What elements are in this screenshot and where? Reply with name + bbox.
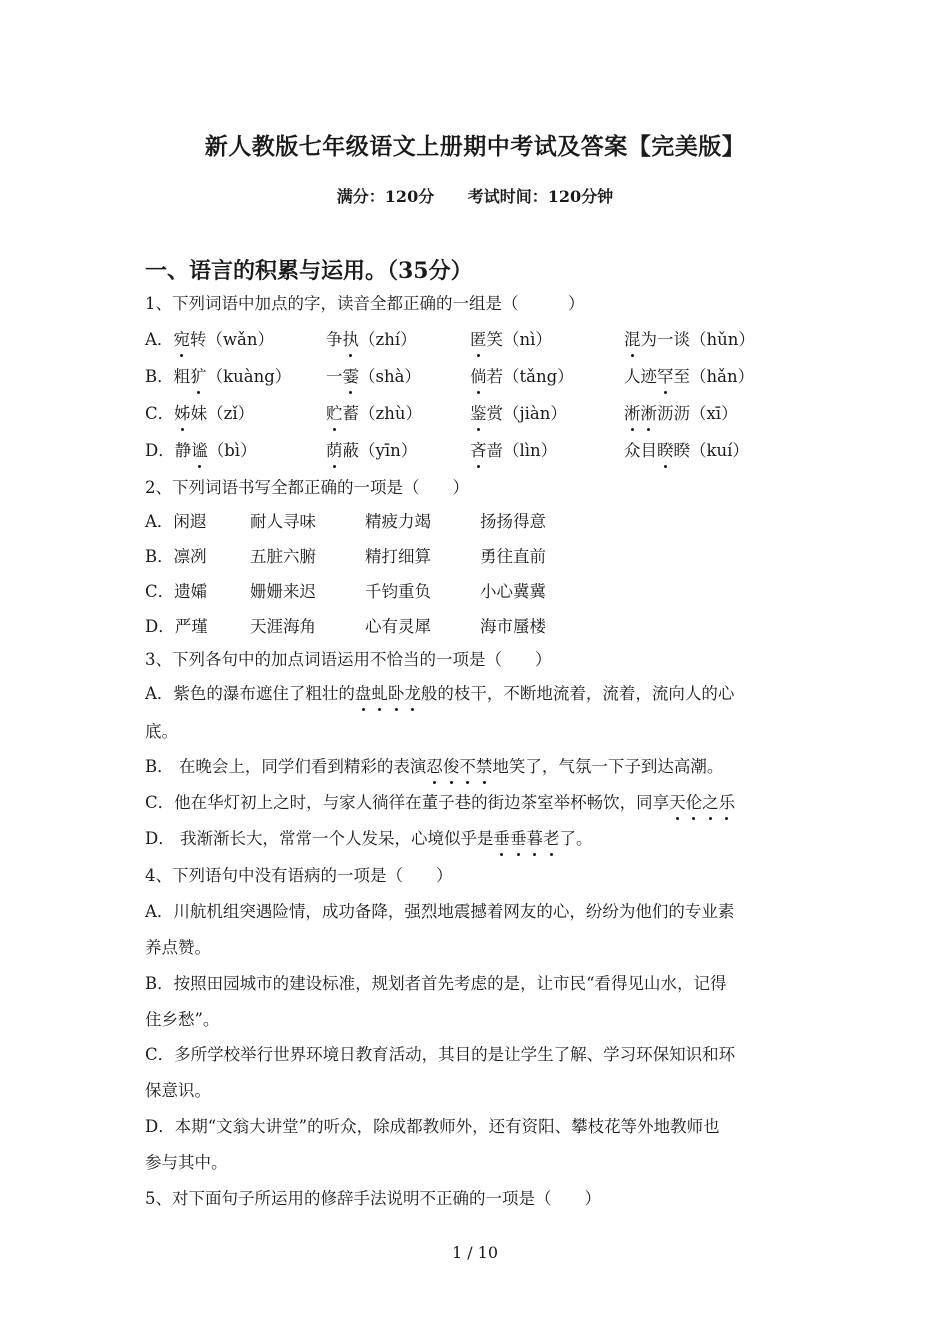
q2-option: 姗姗来迟 bbox=[250, 582, 316, 601]
q1-option: 一霎（shà） bbox=[326, 365, 421, 389]
q1-option: B．粗犷（kuàng） bbox=[145, 365, 291, 389]
question-2-stem: 2、下列词语书写全都正确的一项是（ ） bbox=[145, 478, 469, 497]
section-heading: 一、语言的积累与运用。（35分） bbox=[145, 258, 473, 284]
q2-option: D．严瑾 bbox=[145, 617, 208, 636]
q3-option-b: B． 在晚会上，同学们看到精彩的表演忍俊不禁地笑了，气氛一下子到达高潮。 bbox=[145, 755, 723, 779]
q3-option-a-cont: 底。 bbox=[145, 722, 178, 741]
q1-option: 众目睽睽（kuí） bbox=[624, 439, 749, 463]
page-number: 1 / 10 bbox=[451, 1243, 499, 1262]
q1-option: 争执（zhí） bbox=[326, 328, 417, 352]
q2-option: 勇往直前 bbox=[480, 547, 546, 566]
q2-option: 天涯海角 bbox=[250, 617, 316, 636]
q2-option: 耐人寻味 bbox=[250, 512, 316, 531]
q1-option: 贮蓄（zhù） bbox=[326, 402, 422, 426]
q4-option-a-cont: 养点赞。 bbox=[145, 938, 211, 957]
q2-option: 心有灵犀 bbox=[365, 617, 431, 636]
exam-time: 考试时间：120分钟 bbox=[467, 187, 614, 206]
q3-option-c: C．他在华灯初上之时，与家人徜徉在董子巷的街边茶室举杯畅饮，同享天伦之乐 bbox=[145, 791, 735, 815]
q1-option: A．宛转（wǎn） bbox=[145, 328, 274, 352]
q2-option: B．凛冽 bbox=[145, 547, 207, 566]
q2-option: 海市蜃楼 bbox=[480, 617, 546, 636]
q1-option: 人迹罕至（hǎn） bbox=[624, 365, 754, 389]
q3-option-d: D． 我渐渐长大，常常一个人发呆，心境似乎是垂垂暮老了。 bbox=[145, 827, 592, 851]
q2-option: A．闲遐 bbox=[145, 512, 207, 531]
q2-option: 扬扬得意 bbox=[480, 512, 546, 531]
q1-option: D．静谧（bì） bbox=[145, 439, 257, 463]
q3-option-a: A．紫色的瀑布遮住了粗壮的盘虬卧龙般的枝干，不断地流着，流着，流向人的心 bbox=[145, 682, 734, 706]
q2-option: 五脏六腑 bbox=[250, 547, 316, 566]
q2-option: C．遗孀 bbox=[145, 582, 208, 601]
q4-option-c-cont: 保意识。 bbox=[145, 1081, 211, 1100]
q2-option: 小心冀冀 bbox=[480, 582, 546, 601]
q1-option: 淅淅沥沥（xī） bbox=[624, 402, 738, 426]
question-4-stem: 4、下列语句中没有语病的一项是（ ） bbox=[145, 866, 453, 885]
question-1-stem: 1、下列词语中加点的字，读音全都正确的一组是（ ） bbox=[145, 294, 585, 313]
q4-option-d-cont: 参与其中。 bbox=[145, 1153, 228, 1172]
q1-option: C．姊妹（zǐ） bbox=[145, 402, 254, 426]
full-score: 满分：120分 bbox=[336, 187, 435, 206]
q2-option: 精疲力竭 bbox=[365, 512, 431, 531]
q4-option-a: A．川航机组突遇险情，成功备降，强烈地震撼着网友的心，纷纷为他们的专业素 bbox=[145, 902, 735, 921]
q1-option: 混为一谈（hǔn） bbox=[624, 328, 755, 352]
q4-option-b-cont: 住乡愁”。 bbox=[145, 1010, 220, 1029]
q1-option: 鉴赏（jiàn） bbox=[470, 402, 567, 426]
q1-option: 匿笑（nì） bbox=[470, 328, 552, 352]
page-title: 新人教版七年级语文上册期中考试及答案【完美版】 bbox=[204, 133, 746, 160]
question-3-stem: 3、下列各句中的加点词语运用不恰当的一项是（ ） bbox=[145, 650, 552, 669]
question-5-stem: 5、对下面句子所运用的修辞手法说明不正确的一项是（ ） bbox=[145, 1189, 601, 1208]
q1-option: 荫蔽（yīn） bbox=[326, 439, 417, 463]
q1-option: 倘若（tǎng） bbox=[470, 365, 574, 389]
q1-option: 吝啬（lìn） bbox=[470, 439, 557, 463]
exam-meta bbox=[0, 184, 950, 207]
q2-option: 精打细算 bbox=[365, 547, 431, 566]
q4-option-c: C．多所学校举行世界环境日教育活动，其目的是让学生了解、学习环保知识和环 bbox=[145, 1045, 736, 1064]
q4-option-d: D．本期“文翁大讲堂”的听众，除成都教师外，还有资阳、攀枝花等外地教师也 bbox=[145, 1117, 720, 1136]
q2-option: 千钧重负 bbox=[365, 582, 431, 601]
q4-option-b: B．按照田园城市的建设标准，规划者首先考虑的是，让市民“看得见山水，记得 bbox=[145, 974, 727, 993]
